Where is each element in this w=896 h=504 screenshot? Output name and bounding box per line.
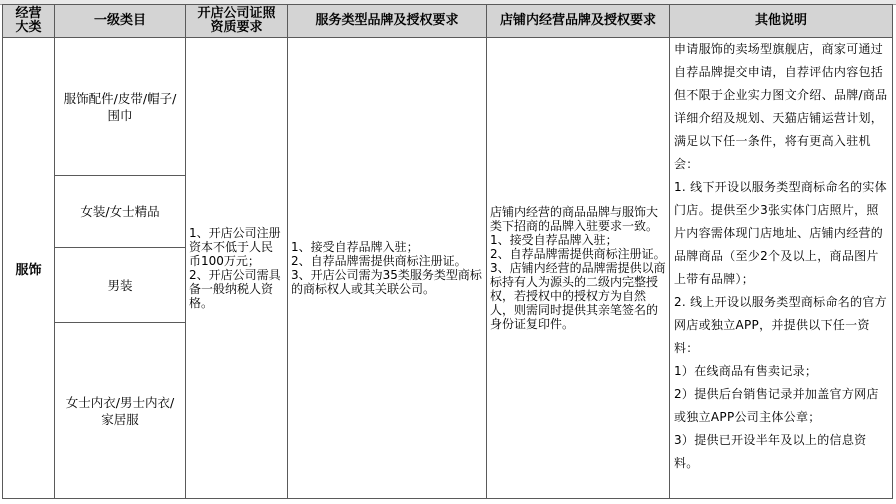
header-qualification: 开店公司证照 资质要求 bbox=[186, 5, 288, 38]
subcategory-cell bbox=[55, 38, 186, 499]
qualification-cell: 1、开店公司注册资本不低于人民币100万元； 2、开店公司需具备一般纳税人资格。 bbox=[186, 38, 288, 499]
subcategory-item: 女装/女士精品 bbox=[55, 175, 185, 247]
subcategory-item: 服饰配件/皮带/帽子/围巾 bbox=[63, 90, 177, 123]
header-row bbox=[3, 5, 893, 38]
service-brand-cell: 1、接受自荐品牌入驻； 2、自荐品牌需提供商标注册证。 3、开店公司需为35类服务类型商标的商标权人或其关联公司。 bbox=[288, 38, 487, 499]
table-row bbox=[3, 38, 893, 499]
header-service-brand: 服务类型品牌及授权要求 bbox=[288, 5, 487, 38]
header-store-brand: 店铺内经营品牌及授权要求 bbox=[487, 5, 670, 38]
subcategory-item: 女士内衣/男士内衣/家居服 bbox=[55, 322, 185, 498]
store-brand-cell: 店铺内经营的商品品牌与服饰大类下招商的品牌入驻要求一致。 1、接受自荐品牌入驻； 2、自荐品牌需提供商标注册证。 3、店铺内经营的品牌需提供以商标持有人为源头的二级内完整授权，若授权中的授权方为自然人，则需同时提供其亲笔签名的身份证复印件。 bbox=[487, 38, 670, 499]
header-level1: 一级类目 bbox=[55, 5, 186, 38]
header-notes: 其他说明 bbox=[670, 5, 893, 38]
subcategory-item: 男装 bbox=[55, 247, 185, 322]
header-category: 经营 大类 bbox=[3, 5, 55, 38]
notes-cell: 申请服饰的卖场型旗舰店，商家可通过自荐品牌提交申请，自荐评估内容包括但不限于企业实力图文介绍、品牌/商品详细介绍及规划、天猫店铺运营计划，满足以下任一条件，将有更高入驻机会： 1. 线下开设以服务类型商标命名的实体门店。提供至少3张实体门店照片，照片内容需体现门店地址、店铺内经营的品牌商品（至少2个及以上，商品图片上带有品牌）； 2. 线上开设以服务类型商标命名的官方网店或独立APP，并提供以下任一资料： 1）在线商品有售卖记录； 2）提供后台销售记录并加盖官方网店或独立APP公司主体公章； 3）提供已开设半年及以上的信息资料。 bbox=[670, 38, 893, 499]
category-cell: 服饰 bbox=[3, 38, 55, 499]
category-requirements-table bbox=[2, 4, 893, 499]
